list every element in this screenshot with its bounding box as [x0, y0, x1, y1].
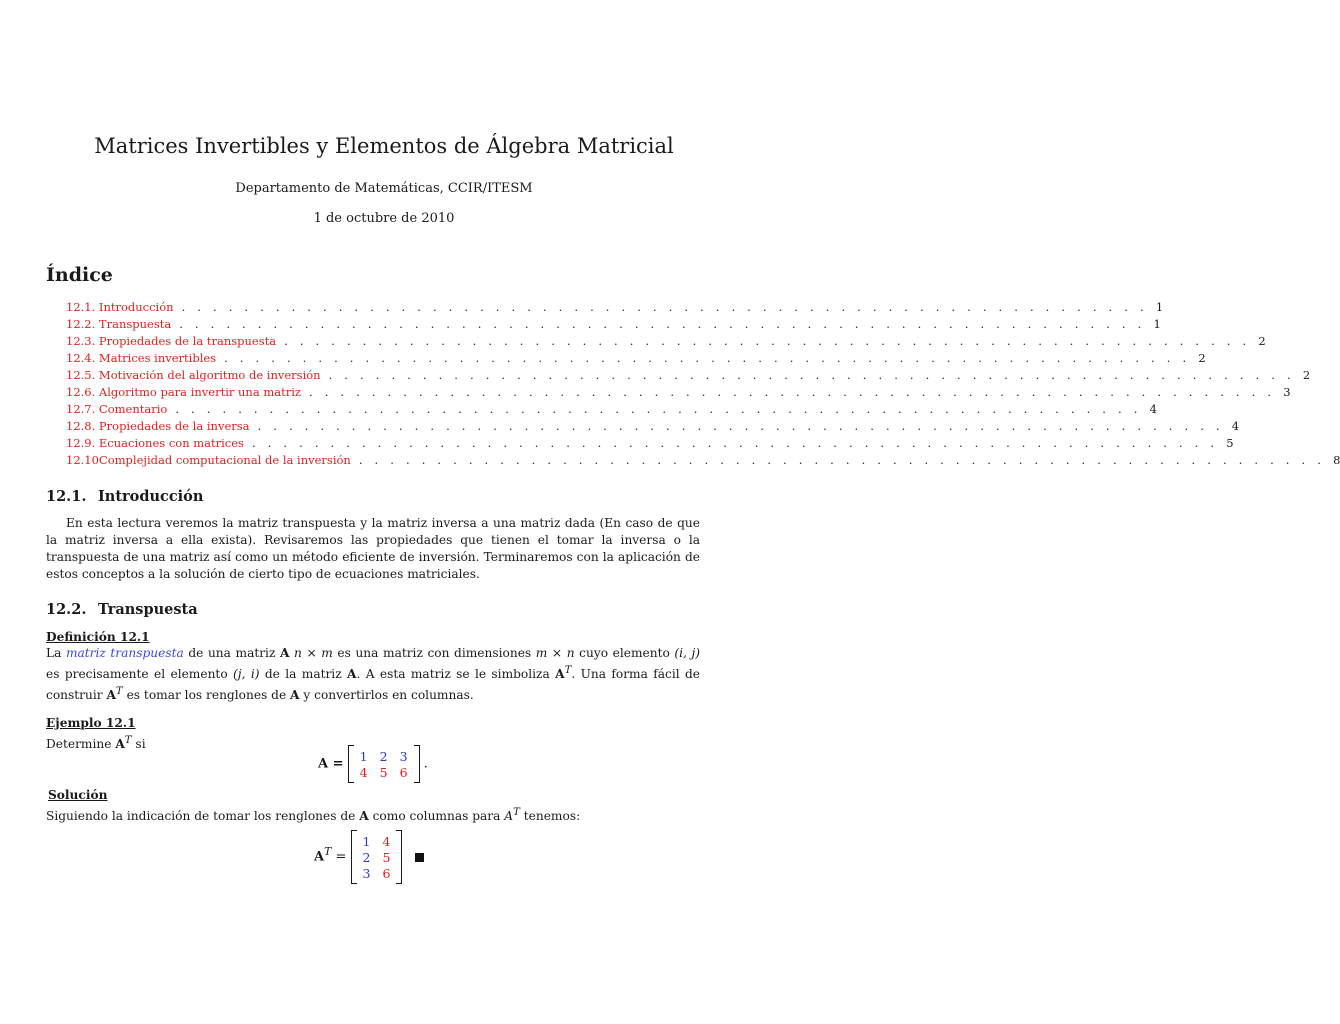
math-symbol: A: [359, 809, 369, 824]
section-number: 12.1.: [46, 488, 87, 505]
toc-entry-page: 2: [1302, 368, 1311, 382]
definition-text: cuyo elemento: [574, 646, 675, 660]
matrix-cell: 1: [359, 748, 368, 764]
math-symbol: A: [347, 667, 357, 682]
toc-entry-page: 1: [1153, 317, 1161, 331]
toc-entry-page: 1: [1155, 300, 1164, 314]
toc-entry-label[interactable]: 12.3. Propiedades de la transpuesta: [66, 334, 277, 348]
toc-heading: Índice: [46, 264, 113, 286]
example-label: [46, 715, 700, 732]
toc-entry-label[interactable]: 12.2. Transpuesta: [66, 317, 172, 331]
section-heading-introduccion: [46, 488, 203, 505]
math-symbol: A: [106, 688, 116, 703]
document-title: Matrices Invertibles y Elementos de Álgebra Matricial: [94, 134, 674, 158]
math-symbol: A: [290, 688, 300, 703]
toc-entry-label[interactable]: 12.1. Introducción: [66, 300, 174, 314]
intro-paragraph: En esta lectura veremos la matriz transpuesta y la matriz inversa a una matriz dada (En caso de que la matriz inversa a ella exista). Revisaremos las propiedades que tienen el tomar la inversa o la transpuesta de una matriz así como un método eficiente de inversión. Terminaremos con la aplicación de estos conceptos a la solución de cierto tipo de ecuaciones matriciales.: [46, 516, 700, 581]
definition-text: y convertirlos en columnas.: [299, 688, 474, 703]
equation-lhs-symbol: A: [314, 849, 325, 865]
section-heading-transpuesta: [46, 601, 198, 618]
math-superscript: T: [115, 686, 123, 698]
toc-leader: . . . . . . . . . . . . . . . . . . . . . . . . . . . . . . . . . . . . . . . . . . . . . . . . . . . . . . . . . . . . . .: [224, 351, 1191, 365]
toc-entry-label[interactable]: 12.7. Comentario: [66, 402, 168, 416]
toc-entry[interactable]: [66, 334, 1266, 351]
definition-text: . Una forma fácil de construir: [46, 667, 701, 703]
definition-label-text: Definición 12.1: [46, 630, 150, 644]
math-symbol: (i, j): [674, 646, 701, 660]
matrix-cell: 4: [359, 764, 368, 780]
math-symbol: A: [504, 809, 514, 824]
solution-label-text: Solución: [48, 788, 108, 802]
example-label-text: Ejemplo 12.1: [46, 716, 136, 730]
toc-entry-page: 3: [1283, 385, 1291, 399]
toc-entry[interactable]: [66, 317, 1161, 334]
example-equation: [318, 745, 428, 783]
math-symbol: A: [115, 737, 125, 752]
matrix-cell: 6: [399, 764, 408, 780]
math-symbol: A: [279, 646, 290, 660]
equation-lhs: A =: [318, 756, 344, 772]
definition-text: . A esta matriz se le simboliza: [356, 667, 556, 682]
matrix-A-grid: [354, 749, 414, 780]
solution-label: [48, 787, 702, 804]
toc-entry-label[interactable]: 12.8. Propiedades de la inversa: [66, 419, 250, 433]
matrix-AT-grid: [357, 834, 397, 881]
toc-leader: . . . . . . . . . . . . . . . . . . . . . . . . . . . . . . . . . . . . . . . . . . . . . . . . . . . . . . . . . . . . . .: [328, 368, 1295, 382]
toc-entry-page: 5: [1226, 436, 1234, 450]
math-superscript: T: [124, 735, 132, 746]
toc-leader: . . . . . . . . . . . . . . . . . . . . . . . . . . . . . . . . . . . . . . . . . . . . . . . . . . . . . . . . . . . . . .: [284, 334, 1251, 348]
qed-square-icon: [415, 853, 424, 862]
section-title: Introducción: [98, 488, 204, 505]
toc-entry-page: 2: [1258, 334, 1266, 348]
matrix-cell: 5: [382, 849, 391, 865]
toc-leader: . . . . . . . . . . . . . . . . . . . . . . . . . . . . . . . . . . . . . . . . . . . . . . . . . . . . . . . . . . . . . .: [257, 419, 1224, 433]
definition-text: de la matriz: [259, 667, 347, 682]
solution-text-part: tenemos:: [519, 809, 581, 824]
matrix-cell: 4: [382, 833, 391, 849]
toc-leader: . . . . . . . . . . . . . . . . . . . . . . . . . . . . . . . . . . . . . . . . . . . . . . . . . . . . . . . . . . . . . .: [179, 317, 1146, 331]
toc-entry-page: 4: [1149, 402, 1157, 416]
toc-entry[interactable]: [66, 385, 1291, 402]
document-author: Departamento de Matemáticas, CCIR/ITESM: [235, 181, 533, 196]
solution-equation: [314, 830, 424, 884]
math-symbol: A: [555, 667, 565, 682]
definition-text: es precisamente el elemento: [46, 667, 234, 682]
toc-leader: . . . . . . . . . . . . . . . . . . . . . . . . . . . . . . . . . . . . . . . . . . . . . . . . . . . . . . . . . . . . . .: [251, 436, 1219, 450]
math-symbol: (j, i): [233, 667, 260, 682]
math-symbol: m × n: [535, 646, 575, 660]
toc-entry-label[interactable]: 12.5. Motivación del algoritmo de inversión: [66, 368, 321, 382]
math-superscript: T: [513, 807, 520, 818]
definition-label: [46, 629, 700, 646]
section-number: 12.2.: [46, 601, 87, 618]
matrix-cell: 3: [362, 865, 371, 881]
example-text: si: [131, 737, 146, 752]
section-title: Transpuesta: [98, 601, 198, 618]
document-date: 1 de octubre de 2010: [313, 211, 455, 226]
right-bracket: [396, 830, 402, 884]
toc-entry-page: 2: [1198, 351, 1206, 365]
matrix-cell: 6: [382, 865, 391, 881]
matrix-A-transpose: [351, 830, 403, 884]
math-superscript: T: [564, 665, 572, 676]
definition-text: La: [46, 646, 66, 660]
toc-leader: . . . . . . . . . . . . . . . . . . . . . . . . . . . . . . . . . . . . . . . . . . . . . . . . . . . . . . . . . . . . . .: [308, 385, 1276, 399]
math-symbol: n × m: [294, 646, 333, 660]
definition-text: es una matriz con dimensiones: [332, 646, 536, 660]
toc-entry-label[interactable]: 12.6. Algoritmo para invertir una matriz: [66, 385, 301, 399]
definition-text: de una matriz: [183, 646, 280, 660]
toc-leader: . . . . . . . . . . . . . . . . . . . . . . . . . . . . . . . . . . . . . . . . . . . . . . . . . . . . . . . . . . . . . .: [181, 300, 1148, 314]
toc-entry[interactable]: [66, 368, 1311, 385]
equation-lhs-superscript: T: [324, 845, 332, 859]
definition-text: es tomar los renglones de: [122, 688, 291, 703]
matrix-cell: 3: [399, 748, 408, 764]
toc-leader: . . . . . . . . . . . . . . . . . . . . . . . . . . . . . . . . . . . . . . . . . . . . . . . . . . . . . . . . . . . . . .: [175, 402, 1142, 416]
matrix-cell: 2: [379, 748, 388, 764]
table-of-contents: [66, 300, 1340, 470]
toc-entry-page: 8: [1333, 453, 1340, 467]
solution-text-part: Siguiendo la indicación de tomar los renglones de: [46, 809, 360, 824]
solution-text: [46, 804, 700, 825]
toc-entry-label[interactable]: 12.4. Matrices invertibles: [66, 351, 217, 365]
solution-text-part: como columnas para: [368, 809, 505, 824]
toc-entry[interactable]: [66, 351, 1206, 368]
toc-entry[interactable]: [66, 436, 1234, 453]
toc-entry[interactable]: [66, 402, 1157, 419]
toc-entry-label[interactable]: 12.10Complejidad computacional de la inversión: [66, 453, 351, 467]
equation-equals: =: [335, 849, 347, 865]
definition-term: matriz transpuesta: [65, 646, 184, 660]
toc-entry[interactable]: [66, 419, 1240, 436]
toc-leader: . . . . . . . . . . . . . . . . . . . . . . . . . . . . . . . . . . . . . . . . . . . . . . . . . . . . . . . . . . . . . .: [358, 453, 1326, 467]
matrix-A: [348, 745, 420, 783]
matrix-cell: 1: [362, 833, 371, 849]
toc-entry-label[interactable]: 12.9. Ecuaciones con matrices: [66, 436, 244, 450]
example-text: Determine: [46, 737, 116, 752]
matrix-cell: 2: [362, 849, 371, 865]
matrix-cell: 5: [379, 764, 388, 780]
toc-entry-page: 4: [1231, 419, 1240, 433]
toc-entry[interactable]: [66, 453, 1340, 470]
right-bracket: [414, 745, 420, 783]
definition-paragraph: [46, 645, 700, 704]
toc-entry[interactable]: [66, 300, 1164, 317]
equation-period: .: [423, 756, 428, 772]
